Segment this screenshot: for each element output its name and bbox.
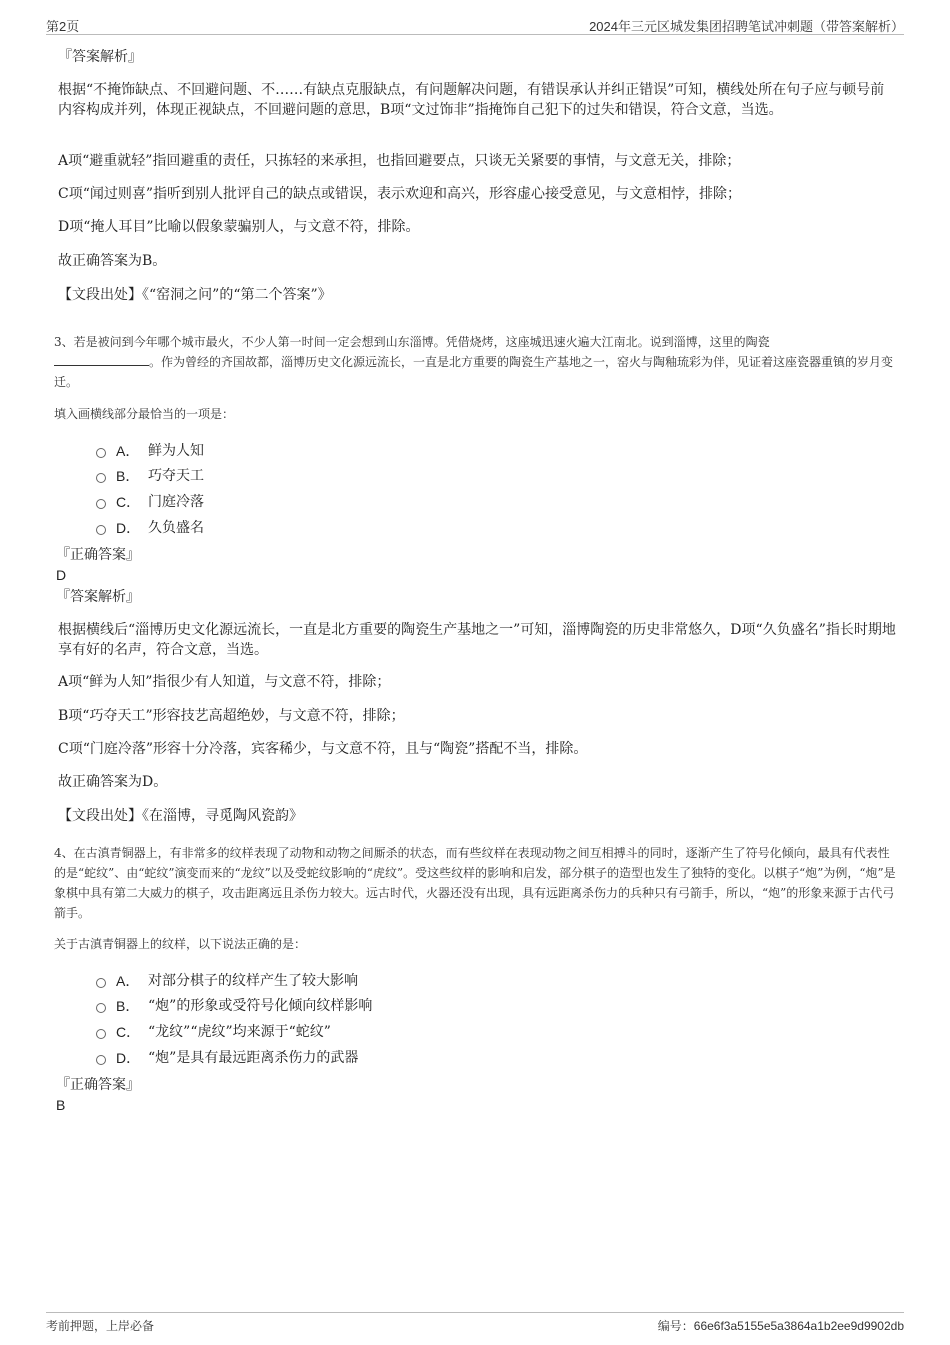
q4-answer: B <box>56 1097 66 1113</box>
q4-option-d[interactable] <box>96 1048 358 1068</box>
q3-option-c[interactable] <box>96 492 204 512</box>
q4-option-a[interactable] <box>96 971 358 991</box>
q3-conclusion: 故正确答案为D。 <box>58 774 168 790</box>
document-id: 编号：66e6f3a5155e5a3864a1b2ee9d9902db <box>657 1319 904 1333</box>
q3-answer-label: 『正确答案』 <box>56 547 140 563</box>
radio-button-icon[interactable] <box>96 525 106 535</box>
q3-stem-part2: 。作为曾经的齐国故都，淄博历史文化源远流长，一直是北方重要的陶瓷生产基地之一，窑火与陶釉琉彩为伴，见证着这座瓷器重镇的岁月变迁。 <box>54 355 894 389</box>
q3-analysis-text: 根据横线后“淄博历史文化源远流长，一直是北方重要的陶瓷生产基地之一”可知，淄博陶瓷的历史非常悠久，D项“久负盛名”指长时期地享有好的名声，符合文意，当选。 <box>58 622 896 658</box>
footer-slogan: 考前押题，上岸必备 <box>46 1319 155 1333</box>
option-text: 鲜为人知 <box>148 443 204 459</box>
q3-stem-part1: 3、若是被问到今年哪个城市最火，不少人第一时间一定会想到山东淄博。凭借烧烤，这座城迅速火遍大江南北。说到淄博，这里的陶瓷 <box>54 335 770 349</box>
option-letter: A． <box>116 443 140 459</box>
q2-conclusion: 故正确答案为B。 <box>58 253 167 269</box>
q3-option-b[interactable] <box>96 466 204 486</box>
option-text: 门庭冷落 <box>148 494 204 510</box>
option-letter: D． <box>116 520 141 536</box>
option-letter: A． <box>116 973 140 989</box>
q4-answer-label: 『正确答案』 <box>56 1077 140 1093</box>
option-text: 久负盛名 <box>148 520 204 536</box>
q3-source: 【文段出处】《在淄博，寻觅陶风瓷韵》 <box>58 808 303 824</box>
q3-option-a[interactable] <box>96 441 204 461</box>
option-text: 对部分棋子的纹样产生了较大影响 <box>148 973 358 989</box>
option-letter: B． <box>116 468 140 484</box>
answer-blank <box>54 353 149 366</box>
q4-prompt: 关于古滇青铜器上的纹样，以下说法正确的是： <box>54 937 307 951</box>
q2-option-c-analysis: C项“闻过则喜”指听到别人批评自己的缺点或错误，表示欢迎和高兴，形容虚心接受意见，与文意相悖，排除； <box>58 186 742 202</box>
q3-prompt: 填入画横线部分最恰当的一项是： <box>54 407 235 421</box>
q4-option-b[interactable] <box>96 996 372 1016</box>
q3-option-c-analysis: C项“门庭冷落”形容十分冷落，宾客稀少，与文意不符，且与“陶瓷”搭配不当，排除。 <box>58 741 588 757</box>
q2-option-a-analysis: A项“避重就轻”指回避重的责任，只拣轻的来承担，也指回避要点，只谈无关紧要的事情，与文意无关，排除； <box>58 153 741 169</box>
q4-stem: 4、在古滇青铜器上，有非常多的纹样表现了动物和动物之间厮杀的状态，而有些纹样在表现动物之间互相搏斗的同时，逐渐产生了符号化倾向，最具有代表性的是“蛇纹”、由“蛇纹”演变而来的“龙纹”以及受蛇纹影响的“虎纹”。受这些纹样的影响和启发，部分棋子的造型也发生了独特的变化。以棋子“炮”为例，“炮”是象棋中具有第二大威力的棋子，攻击距离远且杀伤力较大。远古时代，火器还没有出现，具有远距离杀伤力的兵种只有弓箭手，所以，“炮”的形象来源于古代弓箭手。 <box>54 846 896 920</box>
radio-button-icon[interactable] <box>96 1055 106 1065</box>
radio-button-icon[interactable] <box>96 448 106 458</box>
q3-option-d[interactable] <box>96 518 204 538</box>
radio-button-icon[interactable] <box>96 499 106 509</box>
q3-answer: D <box>56 567 67 583</box>
q3-option-a-analysis: A项“鲜为人知”指很少有人知道，与文意不符，排除； <box>58 674 391 690</box>
option-text: 巧夺天工 <box>148 468 204 484</box>
option-letter: C． <box>116 494 141 510</box>
q2-source: 【文段出处】《“窑洞之问”的“第二个答案”》 <box>58 287 332 303</box>
q2-option-d-analysis: D项“掩人耳目”比喻以假象蒙骗别人，与文意不符，排除。 <box>58 219 420 235</box>
page-header <box>46 12 904 35</box>
q4-option-c[interactable] <box>96 1022 331 1042</box>
option-text: “炮”是具有最远距离杀伤力的武器 <box>148 1050 359 1066</box>
option-letter: D． <box>116 1050 141 1066</box>
option-text: “龙纹”“虎纹”均来源于“蛇纹” <box>148 1024 331 1040</box>
q2-analysis-text: 根据“不掩饰缺点、不回避问题、不……有缺点克服缺点，有问题解决问题，有错误承认并纠正错误”可知，横线处所在句子应与顿号前内容构成并列，体现正视缺点，不回避问题的意思，B项“文过饰非”指掩饰自己犯下的过失和错误，符合文意，当选。 <box>58 82 885 118</box>
page-number: 第2页 <box>46 19 80 34</box>
page-footer <box>46 1312 904 1333</box>
radio-button-icon[interactable] <box>96 1029 106 1039</box>
document-title: 2024年三元区城发集团招聘笔试冲刺题（带答案解析） <box>589 19 904 34</box>
q2-analysis-label: 『答案解析』 <box>58 49 142 65</box>
radio-button-icon[interactable] <box>96 473 106 483</box>
q3-option-b-analysis: B项“巧夺天工”形容技艺高超绝妙，与文意不符，排除； <box>58 708 405 724</box>
q3-analysis-label: 『答案解析』 <box>56 589 140 605</box>
q3-stem <box>54 332 898 392</box>
option-text: “炮”的形象或受符号化倾向纹样影响 <box>148 998 373 1014</box>
option-letter: B． <box>116 998 140 1014</box>
option-letter: C． <box>116 1024 141 1040</box>
radio-button-icon[interactable] <box>96 1003 106 1013</box>
radio-button-icon[interactable] <box>96 978 106 988</box>
